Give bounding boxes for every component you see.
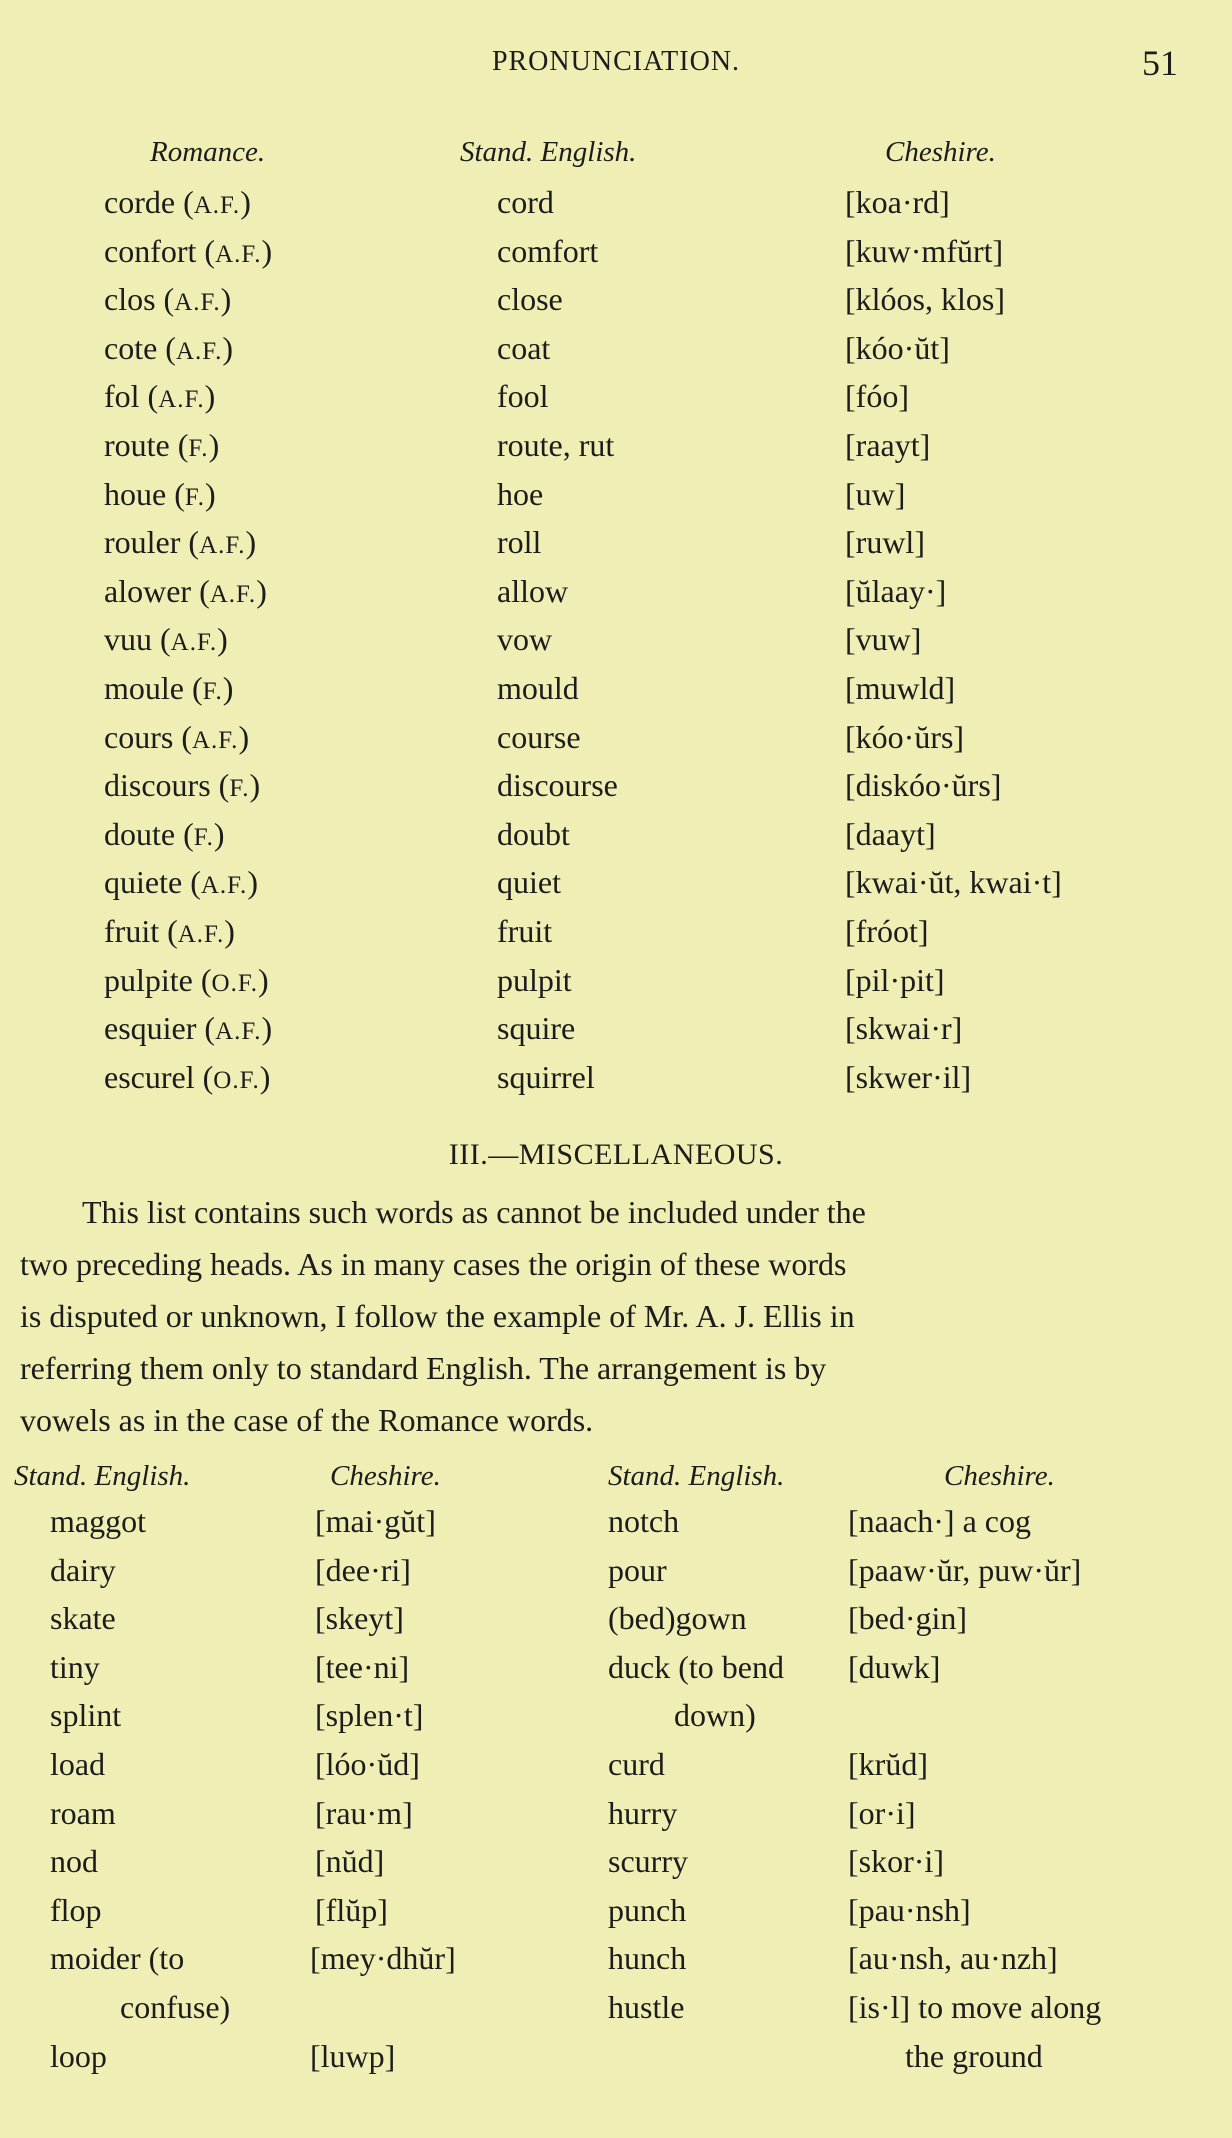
romance-word: route (F.) [104,427,220,463]
misc-cheshire-pronunciation: [mey·dhŭr] [310,1940,456,1976]
romance-word-text: rouler [104,524,181,560]
source-abbrev: F. [229,775,250,802]
misc-english-word: flop [50,1892,102,1928]
romance-word: vuu (A.F.) [104,621,228,657]
romance-word-text: route [104,427,170,463]
cheshire-pronunciation: [klóos, klos] [845,281,1005,317]
misc-cheshire-pronunciation: [mai·gŭt] [315,1503,436,1539]
romance-word-text: escurel [104,1059,195,1095]
misc-cheshire-pronunciation: [is·l] to move along [848,1989,1102,2025]
misc-cheshire-pronunciation: [bed·gin] [848,1600,968,1636]
source-abbrev: O.F. [213,1067,260,1094]
misc-english-word: hunch [608,1940,687,1976]
misc-cheshire-pronunciation: [nŭd] [315,1843,385,1879]
paragraph-line: vowels as in the case of the Romance words. [20,1402,594,1438]
misc-cheshire-pronunciation: [krŭd] [848,1746,928,1782]
romance-word: alower (A.F.) [104,573,267,609]
romance-word-text: confort [104,233,197,269]
misc-english-word: hurry [608,1795,678,1831]
cheshire-pronunciation: [skwer·il] [845,1059,972,1095]
standard-english-word: comfort [497,233,599,269]
source-abbrev: F. [188,435,209,462]
cheshire-pronunciation: [kuw·mfŭrt] [845,233,1004,269]
romance-word: escurel (O.F.) [104,1059,271,1095]
source-abbrev: F. [202,678,223,705]
romance-word: discours (F.) [104,767,261,803]
paragraph-line: This list contains such words as cannot be included under the [82,1194,866,1230]
cheshire-pronunciation: [fóo] [845,378,909,414]
romance-word-text: fol [104,378,140,414]
misc-cheshire-pronunciation: [splen·t] [315,1697,424,1733]
cheshire-pronunciation: [kóo·ŭrs] [845,719,965,755]
misc-cheshire-pronunciation: the ground [905,2038,1043,2074]
romance-word-text: alower [104,573,192,609]
misc-cheshire-pronunciation: [pau·nsh] [848,1892,971,1928]
misc-english-word: maggot [50,1503,146,1539]
standard-english-word: discourse [497,767,618,803]
source-abbrev: A.F. [191,727,239,754]
misc-english-word: (bed)gown [608,1600,747,1636]
misc-cheshire-pronunciation: [skor·i] [848,1843,944,1879]
standard-english-word: pulpit [497,962,572,998]
misc-cheshire-pronunciation: [skeyt] [315,1600,404,1636]
romance-word-text: discours [104,767,211,803]
paragraph-line: is disputed or unknown, I follow the example of Mr. A. J. Ellis in [20,1298,855,1334]
misc-english-word: punch [608,1892,687,1928]
romance-word: doute (F.) [104,816,225,852]
standard-english-word: close [497,281,563,317]
romance-word: houe (F.) [104,476,216,512]
misc-english-word: notch [608,1503,680,1539]
misc-cheshire-pronunciation: [duwk] [848,1649,941,1685]
misc-english-word: nod [50,1843,98,1879]
running-header: PRONUNCIATION. [491,46,741,77]
misc-cheshire-pronunciation: [dee·ri] [315,1552,411,1588]
standard-english-word: fool [497,378,549,414]
misc-header-cheshire-right: Cheshire. [944,1460,1055,1492]
standard-english-word: vow [497,621,553,657]
cheshire-pronunciation: [muwld] [845,670,956,706]
misc-english-word: moider (to [50,1940,185,1976]
misc-english-word: skate [50,1600,116,1636]
misc-english-word: down) [674,1697,756,1733]
misc-header-standard-english-left: Stand. English. [14,1460,191,1492]
cheshire-pronunciation: [kóo·ŭt] [845,330,950,366]
misc-english-word: load [50,1746,106,1782]
standard-english-word: squirrel [497,1059,595,1095]
cheshire-pronunciation: [skwai·r] [845,1010,963,1046]
source-abbrev: A.F. [199,532,246,559]
cheshire-pronunciation: [kwai·ŭt, kwai·t] [845,864,1062,900]
misc-cheshire-pronunciation: [tee·ni] [315,1649,410,1685]
cheshire-pronunciation: [ŭlaay·] [845,573,947,609]
romance-word: esquier (A.F.) [104,1010,273,1046]
standard-english-word: hoe [497,476,544,512]
column-header-standard-english: Stand. English. [460,136,637,168]
misc-cheshire-pronunciation: [lóo·ŭd] [315,1746,420,1782]
standard-english-word: quiet [497,864,561,900]
romance-word-text: cote [104,330,158,366]
cheshire-pronunciation: [uw] [845,476,906,512]
standard-english-word: route, rut [497,427,615,463]
misc-header-cheshire-left: Cheshire. [330,1460,441,1492]
misc-cheshire-pronunciation: [or·i] [848,1795,916,1831]
misc-english-word: loop [50,2038,107,2074]
romance-word-text: quiete [104,864,183,900]
misc-english-word: pour [608,1552,667,1588]
cheshire-pronunciation: [daayt] [845,816,936,852]
romance-word-text: vuu [104,621,152,657]
cheshire-pronunciation: [diskóo·ŭrs] [845,767,1002,803]
source-abbrev: A.F. [175,338,223,365]
misc-cheshire-pronunciation: [flŭp] [315,1892,388,1928]
column-header-romance: Romance. [150,136,266,168]
source-abbrev: A.F. [215,241,262,268]
misc-english-word: confuse) [120,1989,231,2025]
romance-word: cote (A.F.) [104,330,234,366]
romance-word-text: pulpite [104,962,193,998]
source-abbrev: O.F. [211,970,258,997]
standard-english-word: fruit [497,913,553,949]
cheshire-pronunciation: [pil·pit] [845,962,945,998]
source-abbrev: F. [193,824,214,851]
romance-word-text: fruit [104,913,160,949]
misc-english-word: curd [608,1746,665,1782]
romance-word-text: doute [104,816,176,852]
standard-english-word: coat [497,330,551,366]
paragraph-line: referring them only to standard English. The arrangement is by [20,1350,827,1386]
cheshire-pronunciation: [koa·rd] [845,184,950,220]
standard-english-word: allow [497,573,569,609]
source-abbrev: A.F. [200,872,248,899]
romance-word-text: moule [104,670,184,706]
misc-english-word: tiny [50,1649,100,1685]
paragraph-line: two preceding heads. As in many cases the origin of these words [20,1246,847,1282]
romance-word: clos (A.F.) [104,281,232,317]
romance-word: pulpite (O.F.) [104,962,269,998]
source-abbrev: A.F. [177,921,225,948]
romance-word-text: corde [104,184,176,220]
romance-word: quiete (A.F.) [104,864,258,900]
standard-english-word: doubt [497,816,570,852]
standard-english-word: course [497,719,581,755]
standard-english-word: mould [497,670,579,706]
misc-english-word: splint [50,1697,122,1733]
romance-word: confort (A.F.) [104,233,273,269]
romance-word-text: cours [104,719,174,755]
romance-word: fruit (A.F.) [104,913,235,949]
misc-cheshire-pronunciation: [naach·] a cog [848,1503,1031,1539]
romance-word-text: esquier [104,1010,197,1046]
source-abbrev: A.F. [158,386,205,413]
romance-word: moule (F.) [104,670,234,706]
romance-word: rouler (A.F.) [104,524,257,560]
section-paragraph [20,1186,1178,1446]
misc-cheshire-pronunciation: [luwp] [310,2038,396,2074]
romance-word: fol (A.F.) [104,378,216,414]
misc-header-standard-english-right: Stand. English. [608,1460,785,1492]
source-abbrev: A.F. [215,1018,262,1045]
misc-english-word: duck (to bend [608,1649,784,1685]
romance-word: corde (A.F.) [104,184,251,220]
standard-english-word: squire [497,1010,576,1046]
source-abbrev: A.F. [209,581,257,608]
column-header-cheshire: Cheshire. [885,136,996,168]
misc-cheshire-pronunciation: [au·nsh, au·nzh] [848,1940,1058,1976]
cheshire-pronunciation: [raayt] [845,427,931,463]
misc-cheshire-pronunciation: [paaw·ŭr, puw·ŭr] [848,1552,1082,1588]
standard-english-word: roll [497,524,542,560]
cheshire-pronunciation: [fróot] [845,913,929,949]
section-heading: III.—MISCELLANEOUS. [448,1138,784,1171]
standard-english-word: cord [497,184,554,220]
source-abbrev: F. [184,484,206,511]
source-abbrev: A.F. [174,289,221,316]
romance-word-text: houe [104,476,167,512]
cheshire-pronunciation: [ruwl] [845,524,925,560]
misc-english-word: dairy [50,1552,116,1588]
source-abbrev: A.F. [170,629,218,656]
misc-english-word: roam [50,1795,116,1831]
cheshire-pronunciation: [vuw] [845,621,922,657]
source-abbrev: A.F. [193,192,241,219]
romance-word-text: clos [104,281,156,317]
misc-english-word: scurry [608,1843,688,1879]
misc-cheshire-pronunciation: [rau·m] [315,1795,413,1831]
misc-english-word: hustle [608,1989,685,2025]
page-number: 51 [1142,43,1178,83]
romance-word: cours (A.F.) [104,719,250,755]
